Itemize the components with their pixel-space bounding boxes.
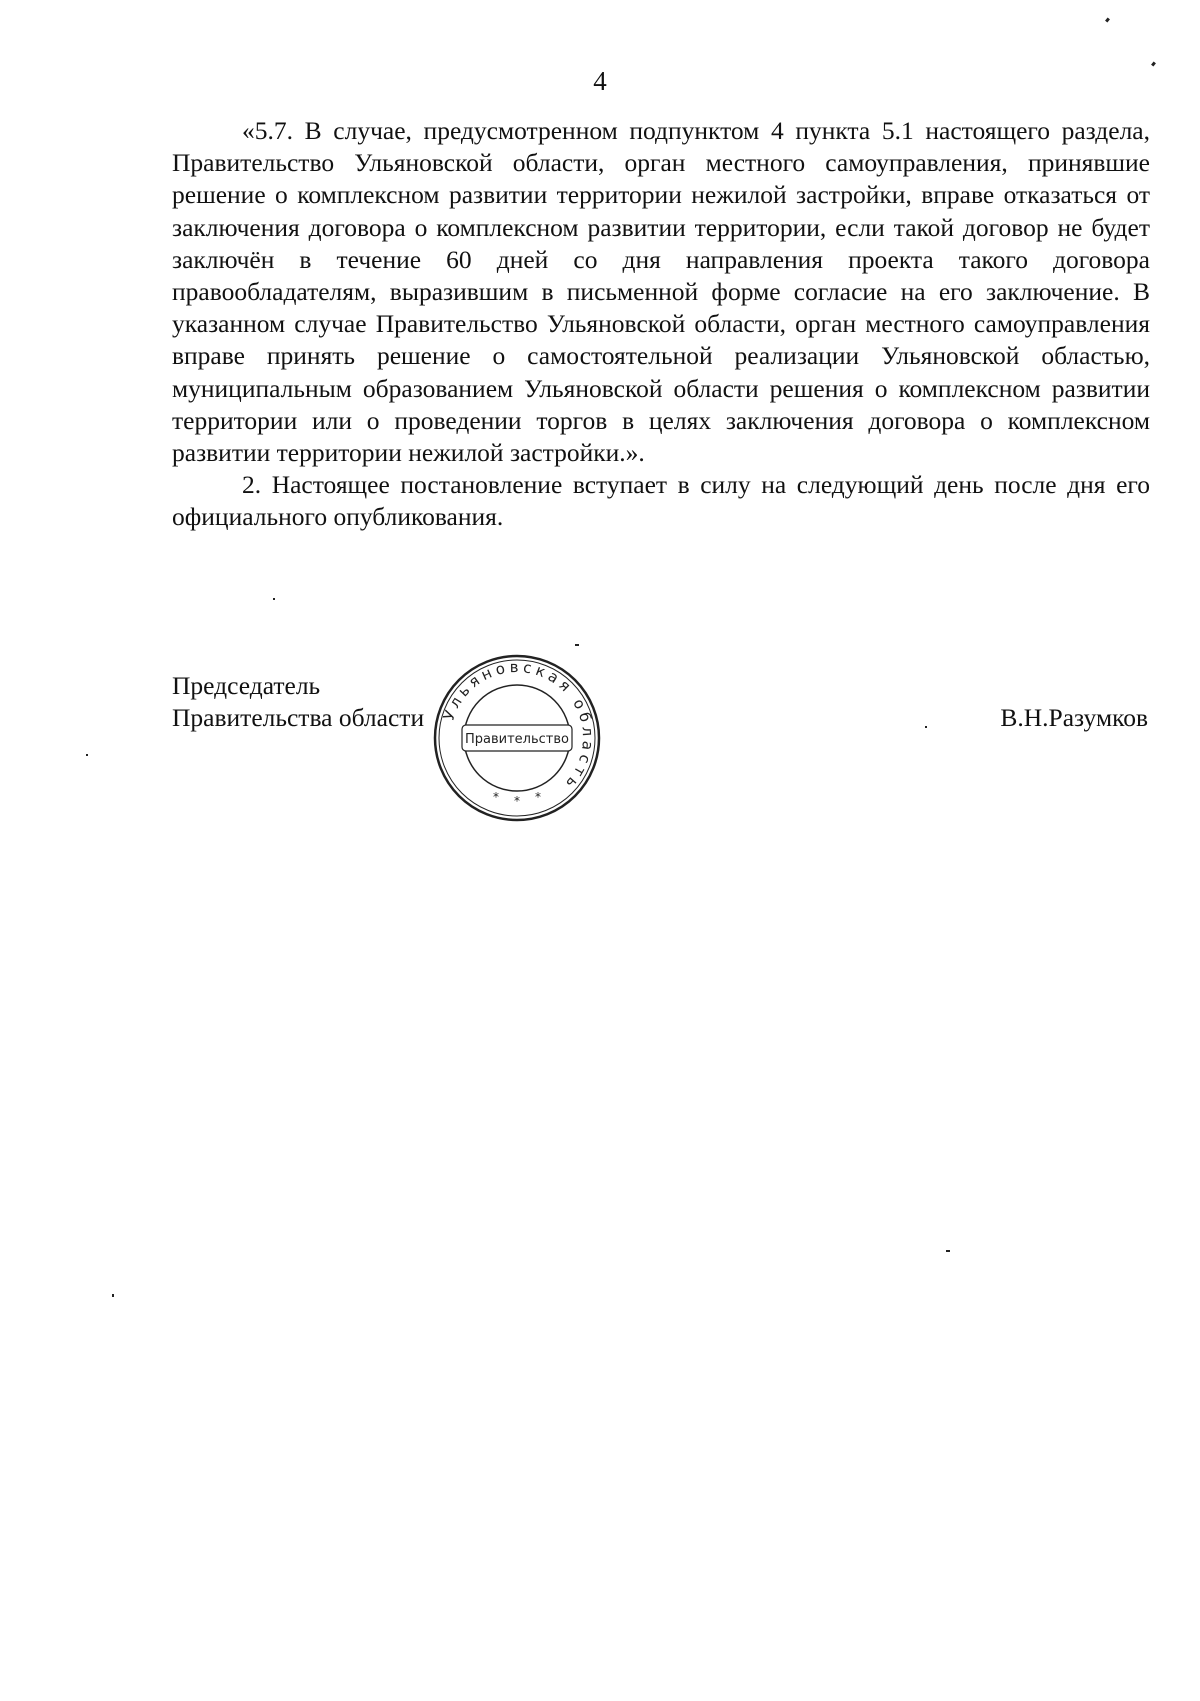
paragraph-5-7: «5.7. В случае, предусмотренном подпунктом 4 пункта 5.1 настоящего раздела, Правительство Ульяновской области, орган местного самоуправления, принявшие решение о комплексном развитии территории нежилой застройки, вправе отказаться от заключения договора о комплексном развитии территории, если такой договор не будет заключён в течение 60 дней со дня направления проекта такого договора правообладателям, выразившим в письменной форме согласие на его заключение. В указанном случае Правительство Ульяновской области, орган местного самоуправления вправе принять решение о самостоятельной реализации Ульяновской областью, муниципальным образованием Ульяновской области решения о комплексном развитии территории или о проведении торгов в целях заключения договора о комплексном развитии территории нежилой застройки.».: [172, 116, 1150, 468]
scan-speck: [575, 644, 579, 646]
scan-speck: [112, 1294, 114, 1297]
scan-speck: [1105, 18, 1110, 23]
scan-speck: [946, 1250, 950, 1252]
signatory-title: [172, 670, 424, 734]
official-seal: [432, 653, 602, 823]
document-body: [172, 115, 1150, 534]
svg-text:*: *: [493, 790, 499, 804]
scan-speck: [925, 726, 927, 728]
svg-text:*: *: [535, 790, 541, 804]
seal-center-text: Правительство: [465, 732, 569, 747]
signatory-name: В.Н.Разумков: [1000, 703, 1148, 732]
svg-text:*: *: [514, 794, 520, 808]
seal-ring-text: Ульяновская область: [439, 657, 598, 796]
seal-stars: [493, 790, 541, 808]
signatory-title-line2: Правительства области: [172, 703, 425, 733]
scan-speck: [273, 598, 275, 600]
page-number: 4: [593, 66, 607, 96]
paragraph-2: 2. Настоящее постановление вступает в силу на следующий день после дня его официального опубликования.: [172, 470, 1150, 532]
signatory-title-line1: Председатель: [172, 671, 321, 700]
scan-speck: [86, 754, 88, 756]
